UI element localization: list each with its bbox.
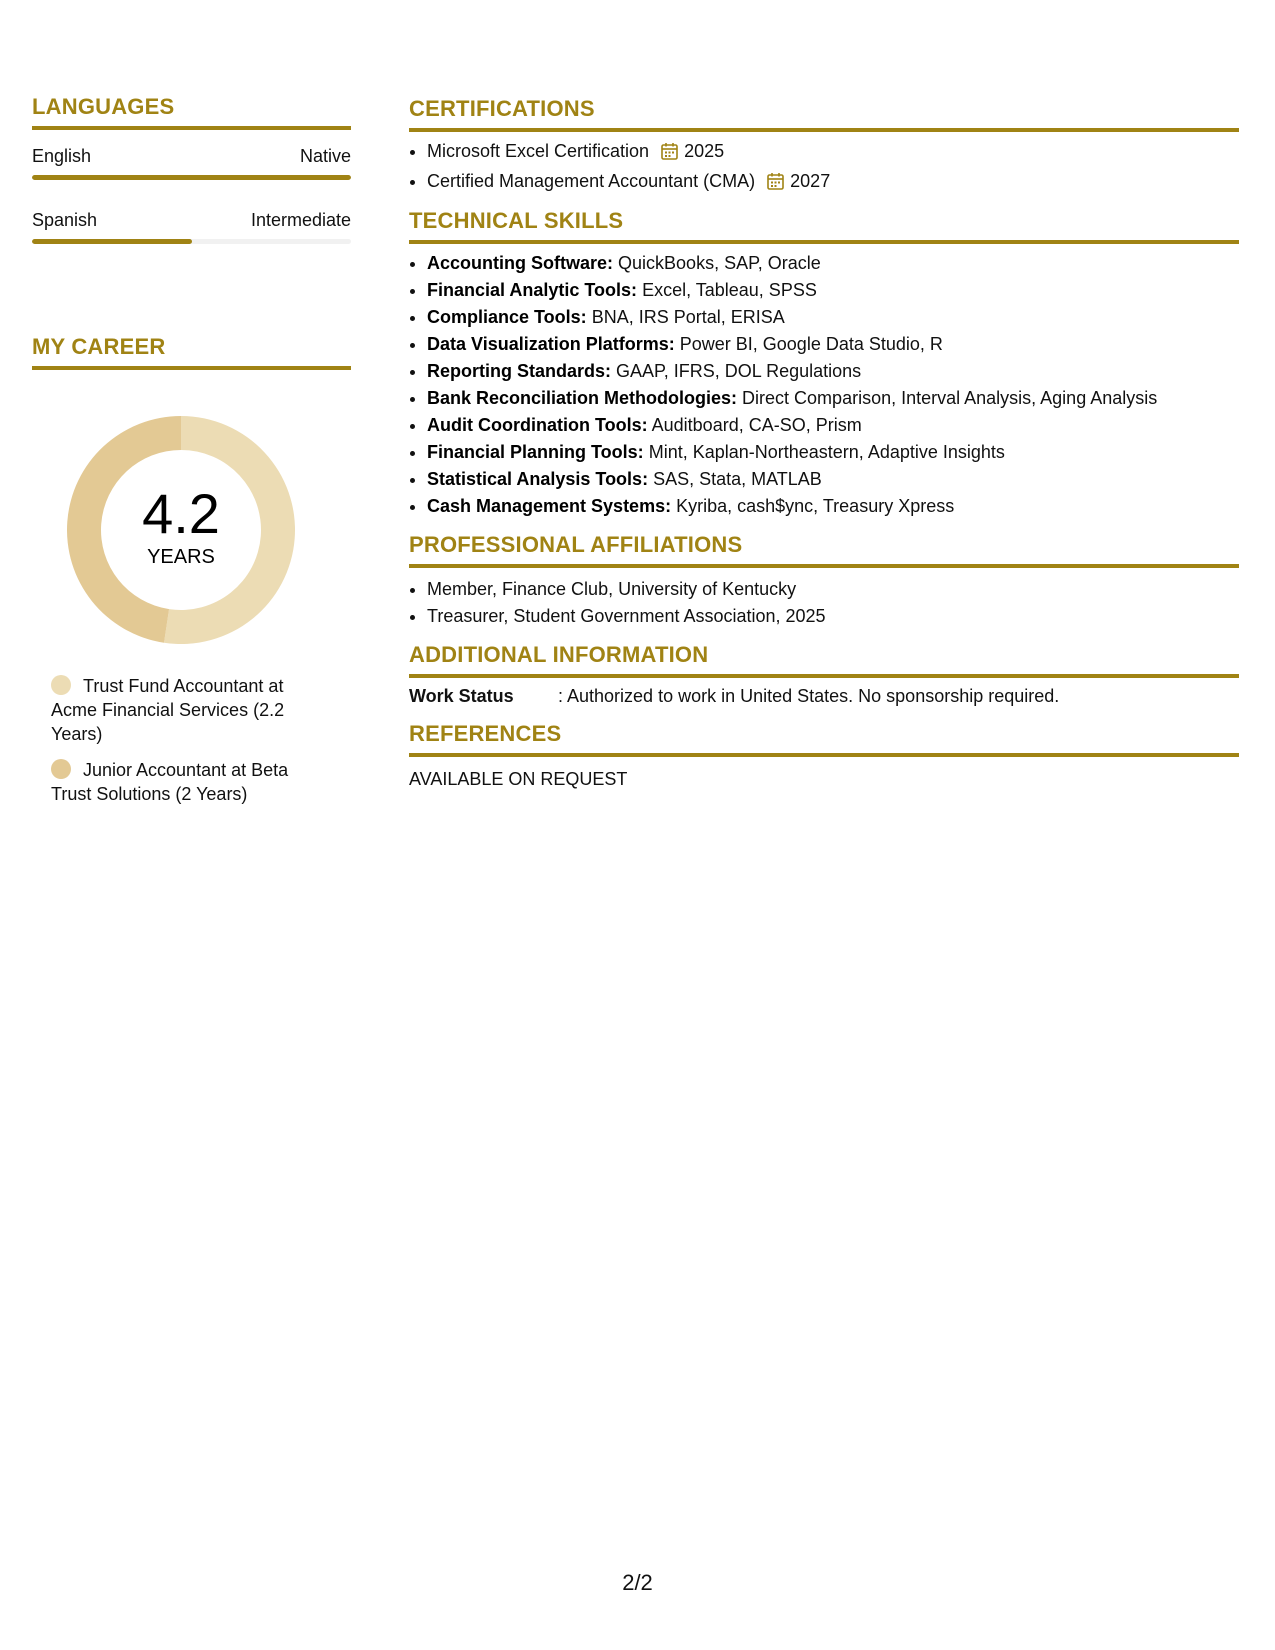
languages-divider — [32, 126, 351, 130]
additional-info-section — [409, 642, 1239, 707]
additional-info-title: ADDITIONAL INFORMATION — [409, 642, 709, 667]
languages-title: LANGUAGES — [32, 94, 175, 119]
skill-label: Data Visualization Platforms: — [427, 334, 675, 354]
skill-value: GAAP, IFRS, DOL Regulations — [616, 361, 862, 381]
skill-label: Bank Reconciliation Methodologies: — [427, 388, 738, 408]
skill-item — [427, 277, 1239, 304]
affiliations-title: PROFESSIONAL AFFILIATIONS — [409, 532, 743, 557]
certification-name: Certified Management Accountant (CMA) — [427, 171, 756, 191]
skill-item — [427, 466, 1239, 493]
language-proficiency-fill — [32, 239, 192, 244]
affiliations-section — [409, 532, 1239, 630]
certifications-divider — [409, 128, 1239, 132]
skill-label: Statistical Analysis Tools: — [427, 469, 649, 489]
skill-label: Accounting Software: — [427, 253, 614, 273]
skill-value: Mint, Kaplan-Northeastern, Adaptive Insights — [648, 442, 1005, 462]
references-divider — [409, 753, 1239, 757]
affiliation-item: • Member, Finance Club, University of Kentucky — [427, 576, 1239, 603]
skill-value: Direct Comparison, Interval Analysis, Aging Analysis — [742, 388, 1158, 408]
technical-skills-divider — [409, 240, 1239, 244]
career-title: MY CAREER — [32, 334, 166, 359]
language-level: Intermediate — [250, 210, 351, 230]
certifications-section — [409, 96, 1239, 198]
career-legend-item — [51, 758, 311, 806]
additional-info-divider — [409, 674, 1239, 678]
skill-item — [427, 304, 1239, 331]
skill-value: QuickBooks, SAP, Oracle — [618, 253, 821, 273]
technical-skills-title: TECHNICAL SKILLS — [409, 208, 624, 233]
affiliation-item: • Treasurer, Student Government Association, 2025 — [427, 603, 1239, 630]
page-number: 2/2 — [622, 1570, 653, 1595]
right-column — [409, 96, 1239, 790]
career-divider — [32, 366, 351, 370]
career-legend-item — [51, 674, 311, 746]
skill-value: Excel, Tableau, SPSS — [642, 280, 817, 300]
skill-item — [427, 439, 1239, 466]
skill-item — [427, 250, 1239, 277]
language-item — [32, 210, 351, 244]
affiliations-divider — [409, 564, 1239, 568]
skill-value: Auditboard, CA-SO, Prism — [651, 415, 862, 435]
skill-item — [427, 331, 1239, 358]
skill-value: SAS, Stata, MATLAB — [653, 469, 822, 489]
skill-item — [427, 358, 1239, 385]
work-status-label: Work Status — [409, 686, 514, 706]
technical-skills-section — [409, 208, 1239, 520]
skill-item — [427, 412, 1239, 439]
calendar-icon — [767, 171, 784, 198]
certification-year: 2027 — [790, 171, 831, 191]
career-legend — [51, 674, 311, 818]
career-item-label: Trust Fund Accountant at Acme Financial Services (2.2 Years) — [51, 676, 285, 744]
certifications-title: CERTIFICATIONS — [409, 96, 595, 121]
legend-dot — [51, 675, 71, 695]
language-name: Spanish — [32, 210, 98, 230]
legend-dot — [51, 759, 71, 779]
career-donut-chart — [67, 416, 295, 644]
career-section — [32, 334, 351, 370]
work-status-row — [409, 686, 1239, 707]
references-section — [409, 721, 1239, 790]
languages-section — [32, 94, 351, 244]
left-column — [32, 94, 351, 804]
references-title: REFERENCES — [409, 721, 562, 746]
skill-item — [427, 493, 1239, 520]
calendar-icon — [661, 141, 678, 168]
skill-label: Financial Planning Tools: — [427, 442, 644, 462]
work-status-value: : Authorized to work in United States. No sponsorship required. — [558, 686, 1060, 706]
skill-label: Reporting Standards: — [427, 361, 612, 381]
career-item-label: Junior Accountant at Beta Trust Solutions (2 Years) — [51, 760, 289, 804]
certification-item — [427, 168, 1239, 198]
skill-label: Financial Analytic Tools: — [427, 280, 638, 300]
language-name: English — [32, 146, 92, 166]
skill-label: Compliance Tools: — [427, 307, 587, 327]
certification-year: 2025 — [684, 141, 725, 161]
references-text: AVAILABLE ON REQUEST — [409, 769, 628, 789]
language-proficiency-bar — [32, 175, 351, 180]
certification-name: Microsoft Excel Certification — [427, 141, 650, 161]
skill-item — [427, 385, 1239, 412]
language-item — [32, 146, 351, 180]
skill-value: Kyriba, cash$ync, Treasury Xpress — [676, 496, 955, 516]
language-proficiency-bar — [32, 239, 351, 244]
skill-label: Cash Management Systems: — [427, 496, 672, 516]
language-level: Native — [299, 146, 351, 166]
career-total-years: 4.2 — [142, 481, 220, 545]
skill-value: BNA, IRS Portal, ERISA — [591, 307, 785, 327]
language-proficiency-fill — [32, 175, 351, 180]
skill-value: Power BI, Google Data Studio, R — [679, 334, 943, 354]
career-total-unit: YEARS — [147, 545, 215, 568]
certification-item — [427, 138, 1239, 168]
skill-label: Audit Coordination Tools: — [427, 415, 648, 435]
